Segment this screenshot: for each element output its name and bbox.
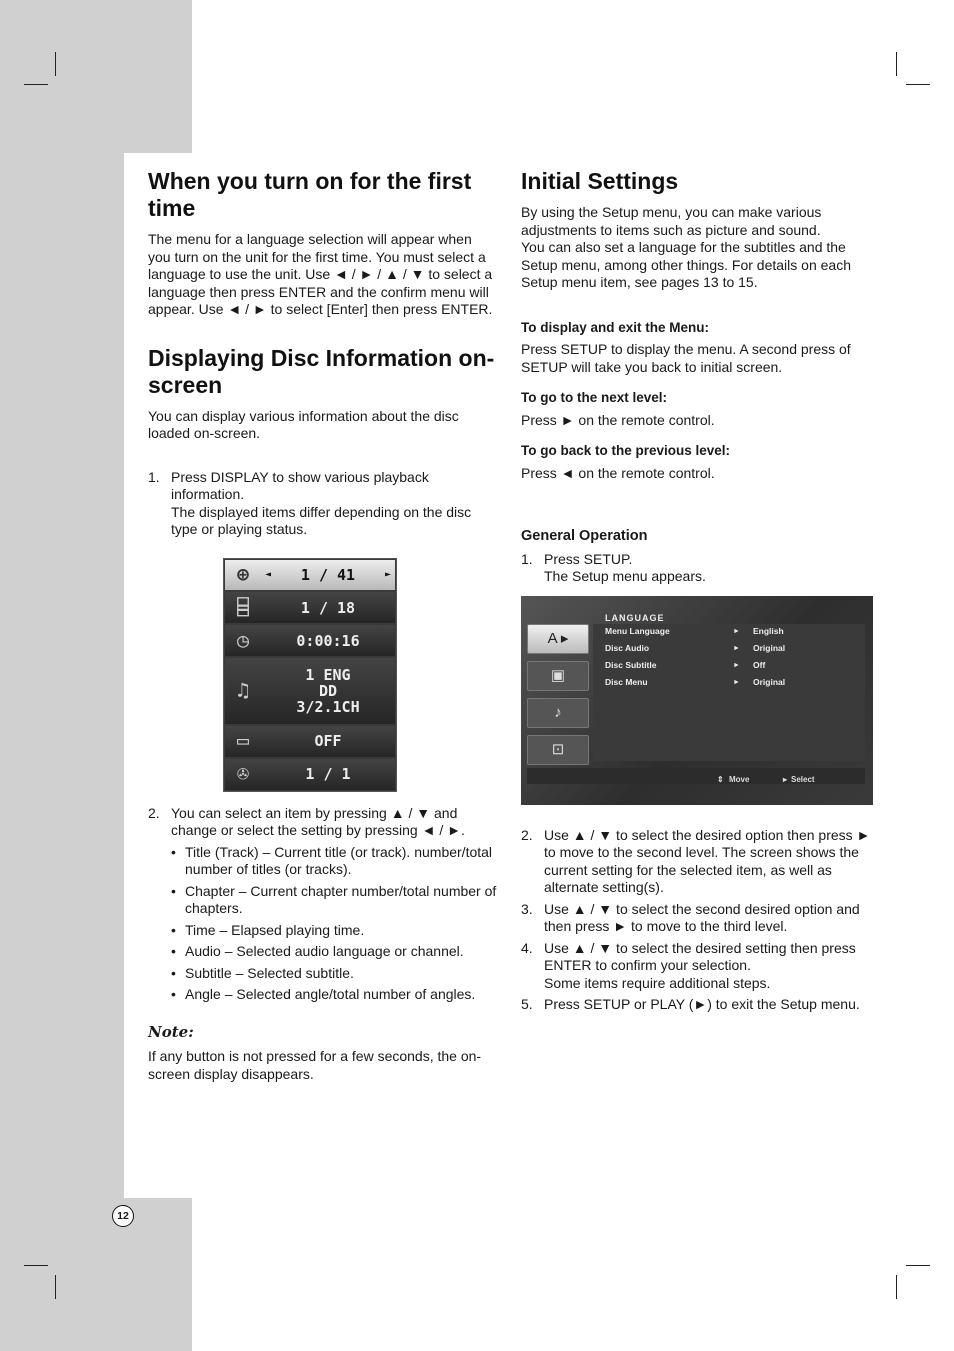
step-2 (521, 827, 873, 897)
list-item: • Time – Elapsed playing time. (171, 922, 498, 940)
disc-info-intro: You can display various information about the disc loaded on-screen. (148, 407, 459, 441)
osd-row-title (225, 560, 395, 591)
lock-icon: ⊡ (527, 735, 589, 765)
setup-row (593, 641, 865, 658)
crop-mark (906, 84, 930, 85)
audio-icon: ♫ (236, 678, 250, 703)
setup-footer-select: Select (791, 774, 815, 784)
disc-info-steps (148, 469, 498, 539)
setup-row-value: Off (753, 660, 766, 671)
list-item: • Title (Track) – Current title (or track). number/total number of titles (or tracks). (171, 844, 498, 879)
setup-row-label: Disc Menu (605, 677, 648, 688)
setup-menu-screen (521, 596, 873, 805)
select-arrow-icon: ▸ (783, 774, 788, 784)
osd-audio-line1: 1 ENG (305, 665, 351, 684)
initial-settings-intro1: By using the Setup menu, you can make various adjustments to items such as picture and sound. (521, 204, 822, 238)
crop-mark (24, 84, 48, 85)
prev-level-text: Press ◄ on the remote control. (521, 464, 715, 481)
osd-time-value: 0:00:16 (296, 631, 360, 650)
right-column (521, 168, 873, 1018)
osd-audio-value (261, 667, 395, 715)
next-level-text: Press ► on the remote control. (521, 411, 715, 428)
disc-info-title: Displaying Disc Information on-screen (148, 344, 495, 398)
step-text: Use ▲ / ▼ to select the desired option then press ► to move to the second level. The screen shows the current setting for the selected item, as well as alternate setting(s). (544, 826, 871, 895)
step-number: 5. (521, 996, 533, 1012)
step-text: Press SETUP or PLAY (►) to exit the Setup menu. (544, 996, 860, 1012)
list-item: • Audio – Selected audio language or channel. (171, 943, 498, 961)
setup-row-label: Menu Language (605, 626, 670, 637)
crop-mark (24, 1265, 48, 1266)
step-text: You can select an item by pressing ▲ / ▼ and change or select the setting by pressing ◄ / ►. (171, 804, 465, 838)
note-title: Note: (148, 1022, 194, 1041)
osd-subtitle-value: OFF (314, 732, 342, 751)
setup-tabs (527, 624, 592, 772)
setup-header: LANGUAGE (605, 612, 665, 623)
display-menu-heading: To display and exit the Menu: (521, 319, 710, 335)
language-icon: A ▸ (527, 624, 589, 654)
step-number: 1. (148, 468, 160, 485)
updown-icon: ⇕ (717, 774, 724, 784)
step-number: 2. (521, 826, 533, 843)
time-icon: ◷ (236, 628, 250, 653)
step-text: Use ▲ / ▼ to select the second desired option and then press ► to move to the third level. (544, 900, 860, 934)
step-5 (521, 996, 873, 1014)
display-menu-text: Press SETUP to display the menu. A second press of SETUP will take you back to initial screen. (521, 341, 851, 375)
crop-mark (896, 1275, 897, 1299)
crop-mark (906, 1265, 930, 1266)
note-body: If any button is not pressed for a few seconds, the on-screen display disappears. (148, 1048, 482, 1082)
pointer-icon: ► (733, 628, 740, 636)
list-item: • Subtitle – Selected subtitle. (171, 965, 498, 983)
pointer-icon: ► (733, 662, 740, 670)
osd-angle-value: 1 / 1 (305, 765, 351, 783)
general-operation-heading: General Operation (521, 528, 648, 544)
list-item: • Angle – Selected angle/total number of angles. (171, 986, 498, 1004)
chapter-icon: ⌸ (236, 595, 250, 620)
osd-row-time (225, 625, 395, 656)
crop-mark (896, 52, 897, 76)
osd-item-list (171, 844, 498, 1004)
osd-title-value: 1 / 41 (300, 565, 356, 584)
setup-panel (593, 624, 865, 761)
step-text: Press SETUP. (544, 550, 633, 567)
step-text: Use ▲ / ▼ to select the desired setting then press ENTER to confirm your selection. (544, 939, 856, 973)
subtitle-icon: ▭ (236, 728, 250, 753)
crop-mark (55, 52, 56, 76)
setup-row-label: Disc Subtitle (605, 660, 657, 671)
prev-level-heading: To go back to the previous level: (521, 443, 731, 458)
osd-chapter-value: 1 / 18 (300, 598, 356, 617)
title-icon: ⊕ (236, 562, 250, 587)
left-arrow-icon: ◄ (264, 569, 272, 581)
step-number: 4. (521, 939, 533, 956)
initial-settings-intro2: You can also set a language for the subtitles and the Setup menu, among other things. For details on each Setup menu item, see pages 13 to 15. (521, 239, 851, 290)
step-number: 2. (148, 804, 160, 821)
setup-row-value: Original (753, 677, 786, 688)
osd-row-angle (225, 759, 395, 790)
osd-row-chapter (225, 592, 395, 623)
gray-band-left (0, 153, 124, 1198)
list-item: • Chapter – Current chapter number/total number of chapters. (171, 883, 498, 918)
osd-audio-line3: 3/2.1CH (296, 697, 360, 716)
angle-icon: ✇ (236, 761, 250, 786)
setup-row-value: Original (753, 643, 786, 654)
pointer-icon: ► (733, 679, 740, 687)
first-time-title: When you turn on for the first time (148, 168, 472, 221)
step-3 (521, 901, 873, 936)
step-text: The Setup menu appears. (544, 568, 706, 584)
step-number: 3. (521, 900, 533, 917)
next-level-heading: To go to the next level: (521, 390, 668, 405)
osd-row-subtitle (225, 726, 395, 757)
setup-row (593, 624, 865, 641)
step-1 (521, 551, 873, 586)
audio-icon: ♪ (527, 698, 589, 728)
crop-mark (55, 1275, 56, 1299)
page-number: 12 (112, 1205, 134, 1227)
general-steps-1 (521, 551, 873, 586)
step-text: The displayed items differ depending on the disc type or playing status. (171, 503, 472, 537)
display-icon: ▣ (527, 661, 589, 691)
left-column (148, 168, 498, 1083)
gray-band-top (0, 0, 192, 153)
step-1 (148, 469, 498, 539)
step-text: Some items require additional steps. (544, 974, 771, 991)
setup-footer-move: Move (729, 774, 750, 784)
pointer-icon: ► (733, 645, 740, 653)
osd-audio-line2: DD (318, 681, 338, 700)
step-4 (521, 940, 873, 993)
step-2 (148, 805, 498, 1004)
right-arrow-icon: ► (384, 569, 392, 581)
setup-row (593, 658, 865, 675)
setup-row-label: Disc Audio (605, 643, 650, 654)
step-number: 1. (521, 550, 533, 567)
setup-footer (527, 768, 865, 784)
setup-row (593, 675, 865, 692)
disc-info-steps-2 (148, 805, 498, 1004)
osd-row-audio (225, 658, 395, 723)
first-time-body: The menu for a language selection will appear when you turn on the unit for the first time. You must select a language to use the unit. Use ◄ / ► / ▲ / ▼ to select a language then press ENTER and the confirm menu will appear. Use ◄ / ► to select [Enter] then press ENTER. (148, 231, 493, 317)
disc-info-osd (223, 558, 397, 792)
setup-row-value: English (753, 626, 784, 637)
step-text: Press DISPLAY to show various playback information. (171, 468, 429, 502)
initial-settings-title: Initial Settings (521, 168, 679, 194)
gray-band-bottom (0, 1198, 192, 1351)
general-steps-2 (521, 827, 873, 1014)
